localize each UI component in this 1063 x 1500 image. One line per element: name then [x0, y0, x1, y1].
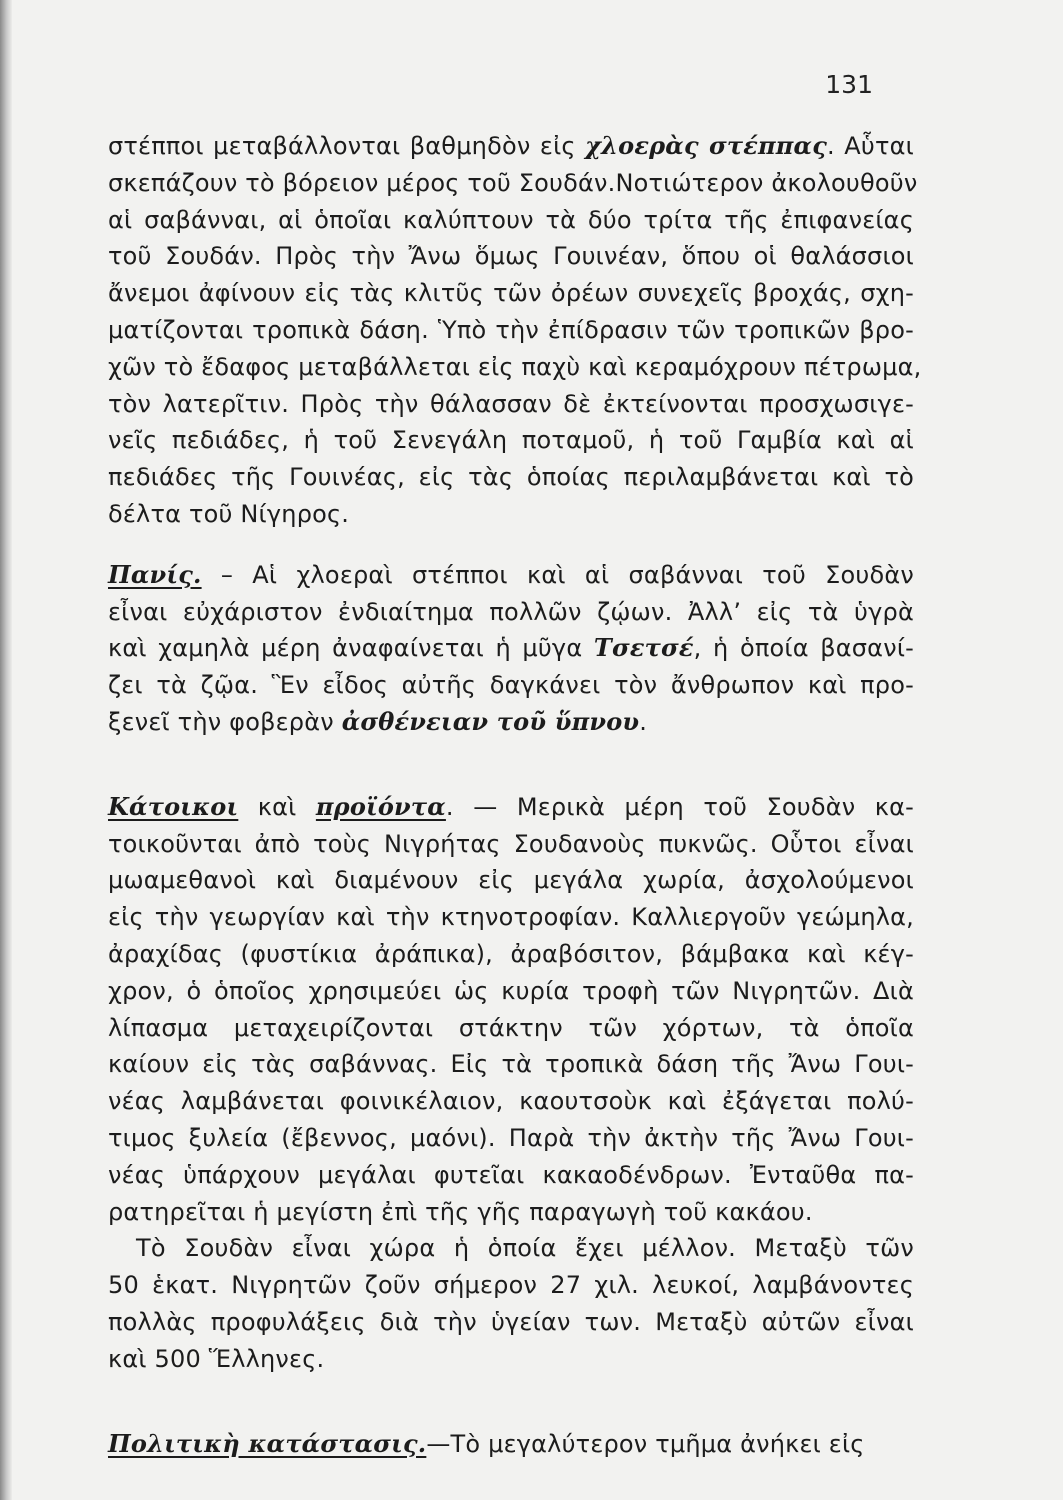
text-run: δέλτα τοῦ Νίγηρος.: [108, 499, 350, 528]
text-run: στέπποι μεταβάλλονται βαθμηδὸν εἰς: [108, 132, 586, 160]
text-run: ρατηρεῖται ἡ μεγίστη ἐπὶ τῆς γῆς παραγωγὴ τοῦ κακάου.: [108, 1197, 813, 1226]
text-line: [108, 557, 914, 594]
text-line: [108, 667, 914, 704]
section-heading: προϊόντα: [315, 791, 446, 821]
text-run: πεδιάδες τῆς Γουινέας, εἰς τὰς ὁποίας περιλαμβάνεται καὶ τὸ: [108, 463, 914, 492]
text-line: [108, 1010, 914, 1047]
text-run: τιμος ξυλεία (ἔβεννος, μαόνι). Παρὰ τὴν ἀκτὴν τῆς Ἄνω Γουι-: [108, 1123, 914, 1152]
section-heading: Πανίς.: [108, 559, 202, 589]
section-heading: Πολιτικὴ κατάστασις.: [108, 1428, 427, 1458]
text-run: καὶ: [238, 792, 316, 821]
paragraph-gap: [108, 1378, 914, 1426]
text-run: ζει τὰ ζῷα. Ἓν εἶδος αὐτῆς δαγκάνει τὸν ἄνθρωπον καὶ προ-: [108, 671, 914, 700]
text-line: [108, 238, 914, 275]
text-run: ξενεῖ τὴν φοβερὰν: [108, 707, 342, 736]
italic-term: Τσετσέ: [593, 633, 694, 663]
paragraph: [108, 789, 914, 1231]
text-run: .: [639, 707, 648, 736]
section-heading: Κάτοικοι: [108, 791, 239, 821]
text-line: [108, 899, 914, 936]
body-text: [108, 128, 922, 1462]
text-run: τοῦ Σουδάν. Πρὸς τὴν Ἄνω ὅμως Γουινέαν, ὅπου οἱ θαλάσσιοι: [108, 242, 914, 271]
text-run: εἰς τὴν γεωργίαν καὶ τὴν κτηνοτροφίαν. Καλλιεργοῦν γεώμηλα,: [108, 903, 914, 932]
text-run: ματίζονται τροπικὰ δάση. Ὑπὸ τὴν ἐπίδρασιν τῶν τροπικῶν βρο-: [108, 315, 914, 344]
text-run: πολλὰς προφυλάξεις διὰ τὴν ὑγείαν των. Μεταξὺ αὐτῶν εἶναι: [108, 1307, 914, 1336]
text-run: νεῖς πεδιάδες, ἡ τοῦ Σενεγάλη ποταμοῦ, ἡ τοῦ Γαμβία καὶ αἱ: [108, 426, 914, 455]
text-run: 50 ἑκατ. Νιγρητῶν ζοῦν σήμερον 27 χιλ. λευκοί, λαμβάνοντες: [108, 1271, 914, 1300]
text-run: νέας ὑπάρχουν μεγάλαι φυτεῖαι κακαοδένδρων. Ἐνταῦθα πα-: [108, 1160, 914, 1189]
text-run: χῶν τὸ ἔδαφος μεταβάλλεται εἰς παχὺ καὶ κεραμόχρουν πέτρωμα,: [108, 352, 922, 381]
text-line: [108, 202, 914, 239]
text-line: [108, 422, 914, 459]
text-line: [108, 594, 914, 631]
paragraph: [108, 557, 914, 741]
text-line: [108, 1120, 914, 1157]
text-line: [108, 1304, 914, 1341]
text-line: [108, 630, 914, 667]
text-run: , ἡ ὁποία βασανί-: [693, 634, 914, 663]
text-run: μωαμεθανοὶ καὶ διαμένουν εἰς μεγάλα χωρία, ἀσχολούμενοι: [108, 866, 914, 895]
text-line: [108, 386, 914, 423]
text-run: Τὸ Σουδὰν εἶναι χώρα ἡ ὁποία ἔχει μέλλον. Μεταξὺ τῶν: [136, 1234, 914, 1263]
text-run: λίπασμα μεταχειρίζονται στάκτην τῶν χόρτων, τὰ ὁποῖα: [108, 1013, 914, 1042]
text-line: [108, 459, 914, 496]
text-line: [108, 1046, 914, 1083]
text-line: [108, 496, 914, 533]
book-spine-shadow: [0, 0, 12, 1500]
text-run: καὶ 500 Ἕλληνες.: [108, 1344, 325, 1373]
paragraph: [108, 1230, 914, 1377]
text-run: νέας λαμβάνεται φοινικέλαιον, καουτσοὺκ καὶ ἐξάγεται πολύ-: [108, 1087, 914, 1116]
text-line: [108, 936, 914, 973]
text-run: εἶναι εὐχάριστον ἐνδιαίτημα πολλῶν ζῴων. Ἀλλ’ εἰς τὰ ὑγρὰ: [108, 597, 914, 626]
page-number: 131: [825, 70, 873, 99]
text-line: [108, 973, 914, 1010]
text-line: [108, 1267, 914, 1304]
italic-term: ἀσθένειαν τοῦ ὕπνου: [341, 706, 640, 736]
text-line: [108, 128, 914, 165]
text-run: καίουν εἰς τὰς σαβάννας. Εἰς τὰ τροπικὰ δάση τῆς Ἄνω Γουι-: [108, 1050, 914, 1079]
paragraph: [108, 128, 922, 533]
text-run: τοικοῦνται ἀπὸ τοὺς Νιγρήτας Σουδανοὺς πυκνῶς. Οὗτοι εἶναι: [108, 829, 914, 858]
text-run: ἀραχίδας (φυστίκια ἀράπικα), ἀραβόσιτον, βάμβακα καὶ κέγ-: [108, 939, 914, 968]
text-line: [108, 704, 914, 741]
text-run: ἄνεμοι ἀφίνουν εἰς τὰς κλιτῦς τῶν ὀρέων συνεχεῖς βροχάς, σχη-: [108, 279, 914, 308]
text-run: —Τὸ μεγαλύτερον τμῆμα ἀνήκει εἰς: [426, 1429, 865, 1458]
text-line: [108, 275, 914, 312]
italic-term: χλοερὰς στέππας: [585, 131, 828, 160]
text-line: [108, 1426, 914, 1463]
text-run: καὶ χαμηλὰ μέρη ἀναφαίνεται ἡ μῦγα: [108, 634, 594, 663]
text-line: [108, 789, 914, 826]
text-line: [108, 1157, 914, 1194]
text-run: . Αὗται: [827, 132, 915, 160]
text-line: [108, 349, 922, 386]
text-run: χρον, ὁ ὁποῖος χρησιμεύει ὡς κυρία τροφὴ τῶν Νιγρητῶν. Διὰ: [108, 976, 914, 1005]
text-run: τὸν λατερῖτιν. Πρὸς τὴν θάλασσαν δὲ ἐκτείνονται προσχωσιγε-: [108, 389, 914, 418]
paragraph-gap: [108, 533, 914, 557]
text-line: [108, 1230, 914, 1267]
paragraph: [108, 1426, 914, 1463]
text-line: [108, 826, 914, 863]
text-line: [108, 862, 914, 899]
text-line: [108, 1083, 914, 1120]
text-line: [108, 1194, 914, 1231]
text-run: σκεπάζουν τὸ βόρειον μέρος τοῦ Σουδάν.Νοτιώτερον ἀκολουθοῦν: [108, 168, 918, 197]
text-run: αἱ σαβάνναι, αἱ ὁποῖαι καλύπτουν τὰ δύο τρίτα τῆς ἐπιφανείας: [108, 205, 914, 234]
text-line: [108, 312, 914, 349]
text-line: [108, 1341, 914, 1378]
paragraph-gap: [108, 741, 914, 789]
text-run: – Αἱ χλοεραὶ στέπποι καὶ αἱ σαβάνναι τοῦ Σουδὰν: [201, 560, 914, 589]
text-line: [108, 165, 918, 202]
text-run: . — Μερικὰ μέρη τοῦ Σουδὰν κα-: [445, 792, 914, 821]
